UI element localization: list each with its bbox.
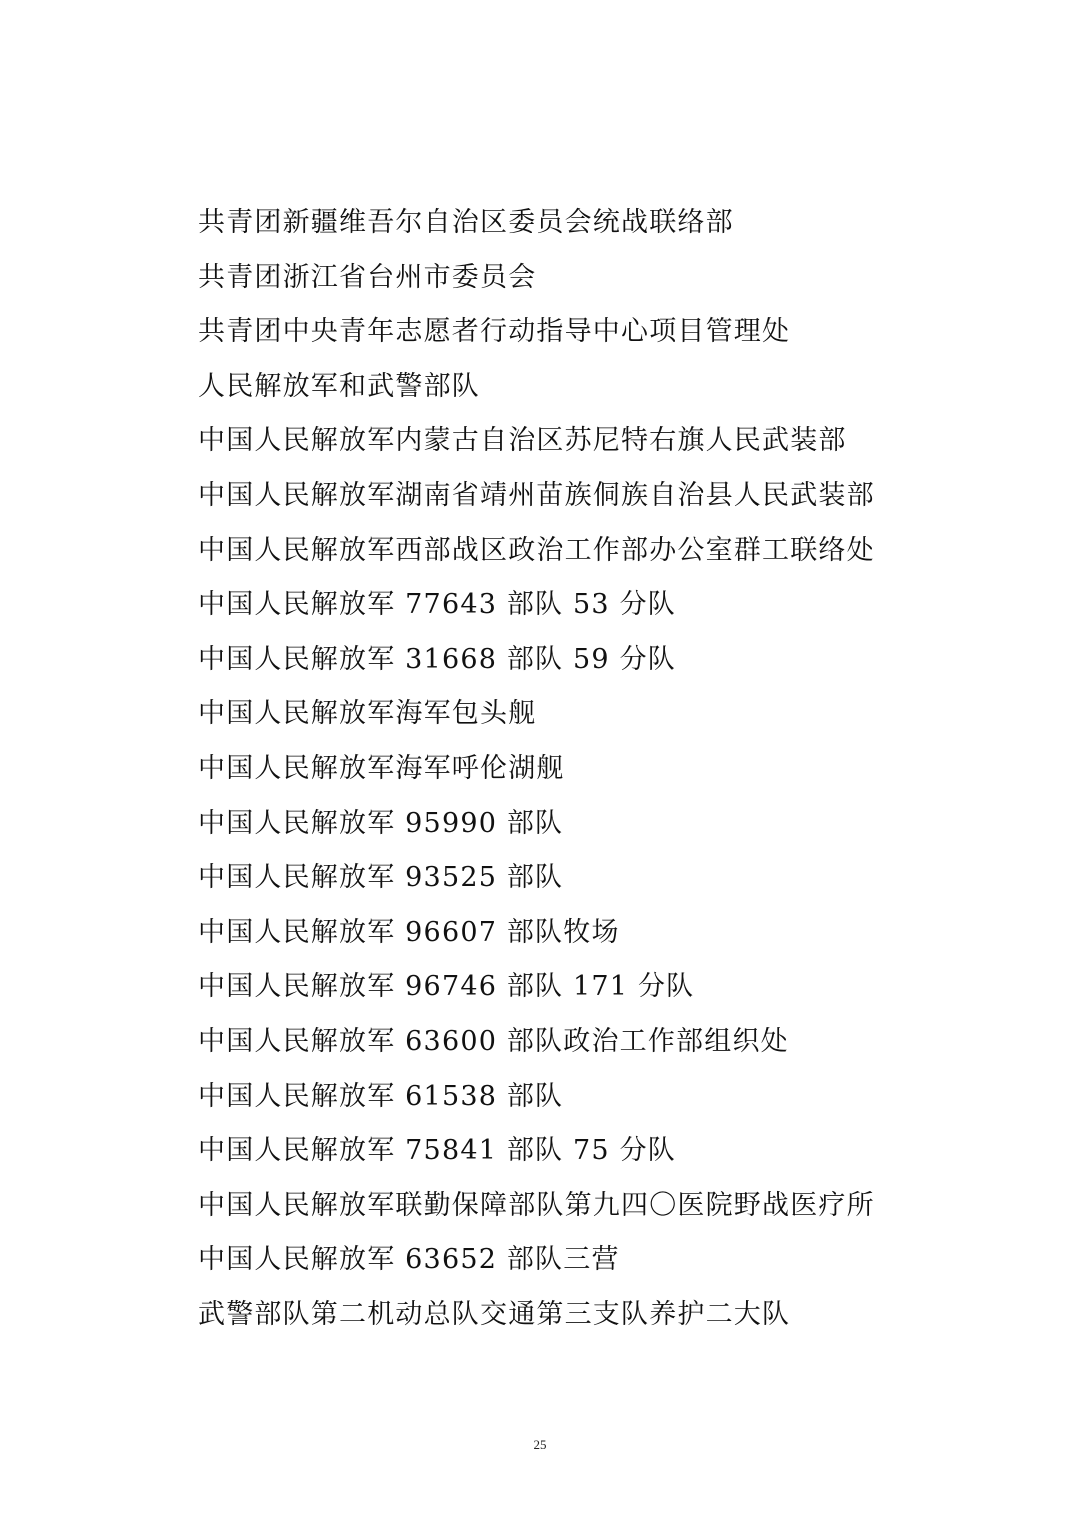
list-item: 中国人民解放军 95990 部队	[198, 807, 564, 839]
list-item: 中国人民解放军湖南省靖州苗族侗族自治县人民武装部	[198, 479, 875, 511]
page-number: 25	[533, 1437, 547, 1452]
list-item: 武警部队第二机动总队交通第三支队养护二大队	[198, 1298, 791, 1330]
list-item: 中国人民解放军 63600 部队政治工作部组织处	[198, 1025, 789, 1057]
list-item: 中国人民解放军 96746 部队 171 分队	[198, 971, 695, 1003]
list-item: 中国人民解放军西部战区政治工作部办公室群工联络处	[198, 534, 875, 566]
list-item: 中国人民解放军 61538 部队	[198, 1080, 564, 1112]
list-item: 中国人民解放军 63652 部队三营	[198, 1244, 620, 1276]
organization-list	[198, 196, 1018, 1342]
list-item: 中国人民解放军海军呼伦湖舰	[198, 752, 565, 784]
list-item: 中国人民解放军海军包头舰	[198, 698, 537, 730]
list-item: 中国人民解放军 77643 部队 53 分队	[198, 589, 676, 621]
list-item: 共青团新疆维吾尔自治区委员会统战联络部	[198, 207, 734, 238]
list-item: 中国人民解放军 93525 部队	[198, 862, 564, 894]
list-item: 中国人民解放军内蒙古自治区苏尼特右旗人民武装部	[198, 425, 847, 457]
list-item: 中国人民解放军 96607 部队牧场	[198, 916, 620, 948]
list-item: 共青团浙江省台州市委员会	[198, 261, 537, 293]
list-item: 中国人民解放军联勤保障部队第九四〇医院野战医疗所	[198, 1189, 875, 1221]
list-item: 共青团中央青年志愿者行动指导中心项目管理处	[198, 316, 791, 348]
section-heading: 人民解放军和武警部队	[198, 370, 480, 402]
list-item: 中国人民解放军 75841 部队 75 分队	[198, 1135, 676, 1167]
list-item: 中国人民解放军 31668 部队 59 分队	[198, 643, 676, 675]
